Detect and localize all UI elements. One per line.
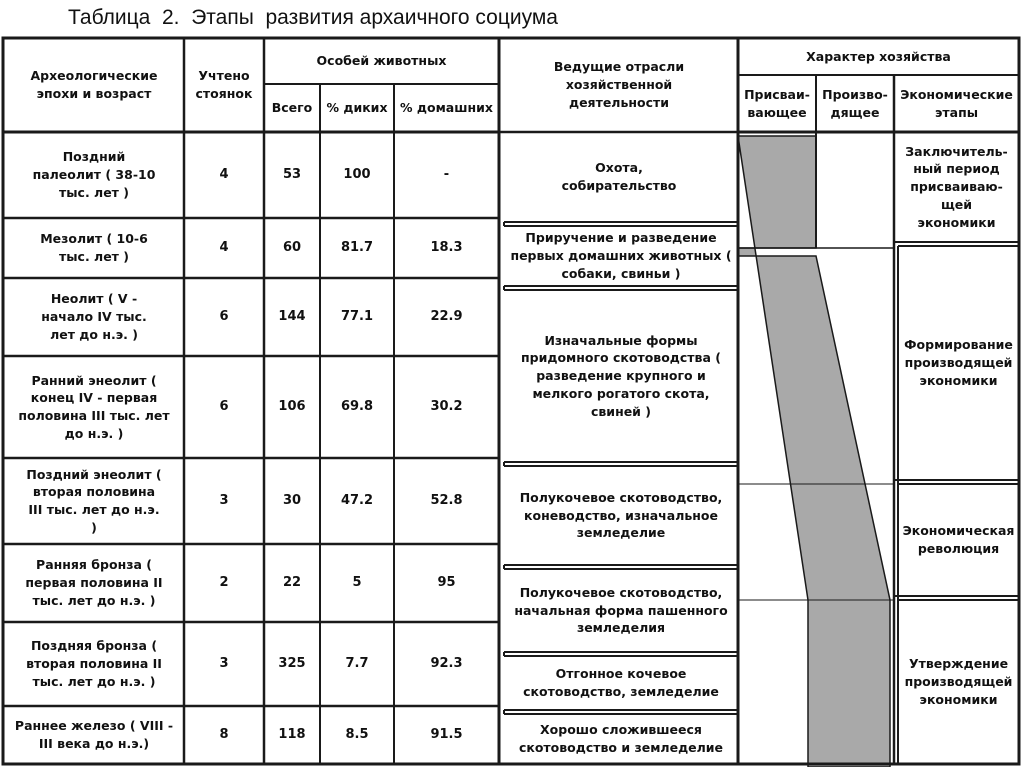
stage-item: Экономическая революция [902, 523, 1015, 556]
row-epoch: Ранний энеолит ( конец IV - первая половина III тыс. лет до н.э. ) [18, 372, 170, 441]
branch-item: Полукочевое скотоводство, коневодство, изначальное земледелие [519, 489, 723, 541]
row-wild: 69.8 [340, 398, 374, 414]
table-caption: Таблица 2. Этапы развития архаичного социума [68, 6, 558, 29]
row-total: 30 [282, 492, 302, 508]
header-producing: Произво-дящее [822, 86, 888, 120]
row-epoch: Мезолит ( 10-6 тыс. лет ) [40, 231, 148, 264]
row-total: 106 [278, 398, 306, 414]
row-wild: 81.7 [340, 239, 374, 255]
row-sites: 4 [219, 166, 229, 182]
row-epoch: Ранняя бронза ( первая половина II тыс. лет до н.э. ) [25, 557, 163, 608]
row-domestic: 95 [437, 574, 456, 590]
header-sites: Учтено стоянок [195, 68, 253, 101]
row-domestic: 92.3 [430, 655, 463, 671]
row-total: 325 [278, 655, 306, 671]
header-appropriating: Присваи-вающее [744, 86, 810, 120]
row-epoch: Поздний энеолит ( вторая половина III тыс. лет до н.э. ) [26, 466, 162, 535]
row-total: 144 [278, 308, 306, 324]
row-sites: 4 [219, 239, 229, 255]
row-sites: 3 [219, 655, 229, 671]
branch-item: Хорошо сложившееся скотоводство и земледелие [518, 722, 724, 755]
row-sites: 6 [219, 308, 229, 324]
economy-transition-band [738, 136, 890, 767]
row-wild: 8.5 [345, 726, 369, 742]
header-total: Всего [271, 100, 313, 116]
row-domestic: 22.9 [430, 308, 463, 324]
row-sites: 6 [219, 398, 229, 414]
branch-item: Полукочевое скотоводство, начальная форма пашенного земледелия [514, 584, 728, 636]
row-wild: 100 [343, 166, 371, 182]
row-domestic: 91.5 [430, 726, 463, 742]
row-epoch: Неолит ( V - начало IV тыс. лет до н.э. ) [41, 291, 147, 342]
row-wild: 5 [352, 574, 362, 590]
stage-item: Утверждение производящей экономики [904, 656, 1013, 707]
header-stages: Экономические этапы [900, 86, 1013, 120]
header-epochs: Археологические эпохи и возраст [30, 68, 158, 101]
row-total: 53 [282, 166, 302, 182]
stage-item: Заключитель-ный период присваиваю-щей экономики [905, 143, 1008, 230]
row-sites: 2 [219, 574, 229, 590]
header-wild: % диких [326, 100, 388, 116]
row-wild: 77.1 [340, 308, 374, 324]
branch-item: Отгонное кочевое скотоводство, земледелие [523, 666, 719, 699]
branch-item: Приручение и разведение первых домашних животных ( собаки, свиньи ) [510, 230, 732, 281]
row-total: 118 [278, 726, 306, 742]
row-domestic: - [443, 166, 450, 182]
branch-item: Охота, собирательство [561, 160, 677, 193]
row-wild: 7.7 [345, 655, 369, 671]
row-epoch: Раннее железо ( VIII - III века до н.э.) [14, 718, 174, 751]
row-wild: 47.2 [340, 492, 374, 508]
row-total: 22 [282, 574, 302, 590]
row-sites: 3 [219, 492, 229, 508]
row-epoch: Поздняя бронза ( вторая половина II тыс. лет до н.э. ) [26, 638, 162, 689]
header-branches: Ведущие отрасли хозяйственной деятельности [553, 59, 685, 110]
header-domestic: % домашних [400, 100, 493, 116]
row-domestic: 18.3 [430, 239, 463, 255]
branch-item: Изначальные формы придомного скотоводства ( разведение крупного и мелкого рогатого скота, свиней ) [521, 332, 721, 419]
row-total: 60 [282, 239, 302, 255]
header-economy: Характер хозяйства [806, 48, 951, 64]
header-animals: Особей животных [316, 53, 447, 69]
row-epoch: Поздний палеолит ( 38-10 тыс. лет ) [32, 149, 156, 200]
row-sites: 8 [219, 726, 229, 742]
row-domestic: 52.8 [430, 492, 463, 508]
stage-item: Формирование производящей экономики [904, 337, 1013, 388]
row-domestic: 30.2 [430, 398, 463, 414]
